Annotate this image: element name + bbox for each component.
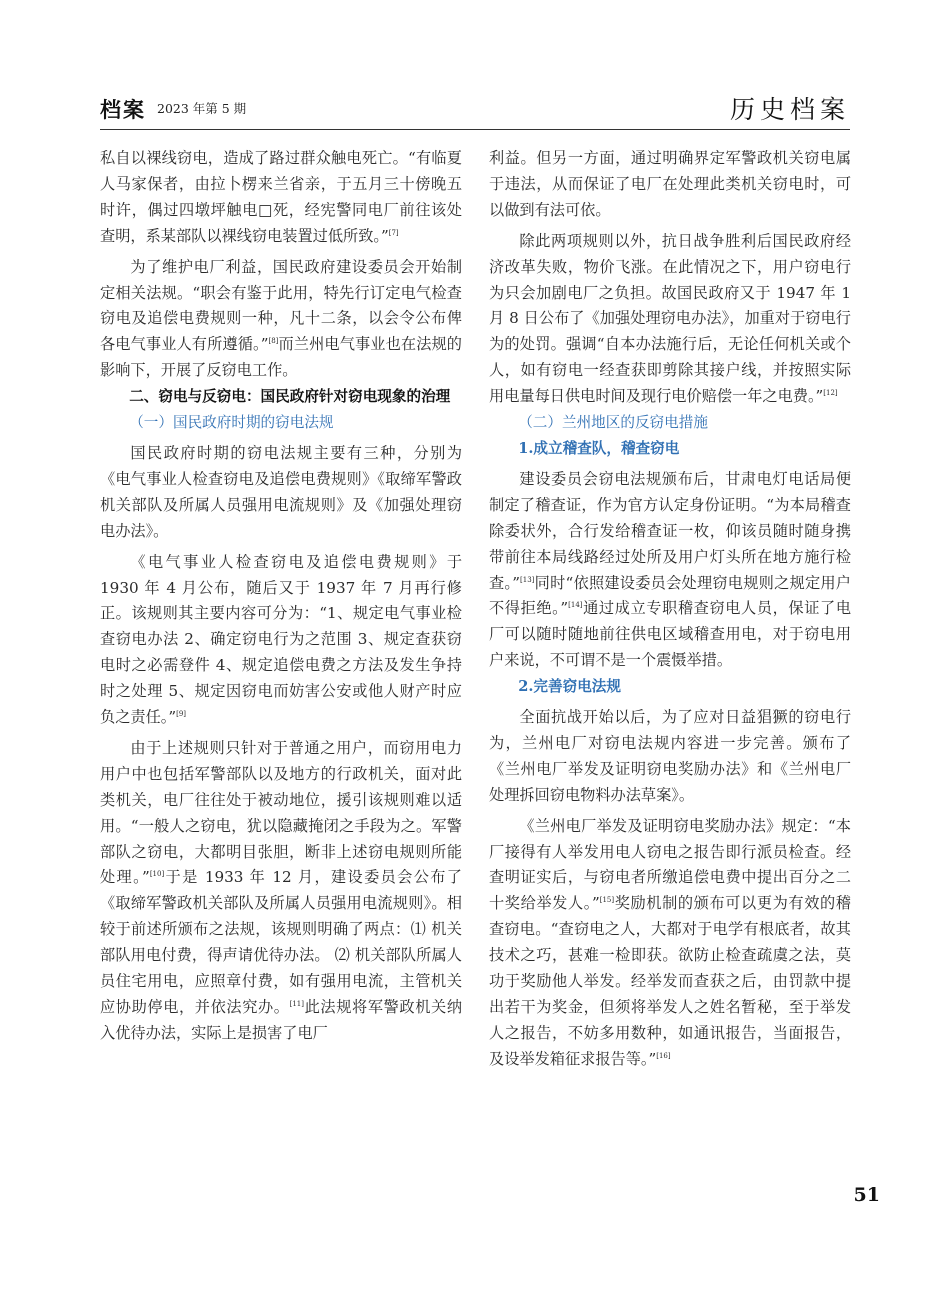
text-run: 由于上述规则只针对于普通之用户，而窃用电力用户中也包括军警部队以及地方的行政机关，面对此类机关，电厂往往处于被动地位，援引该规则难以适用。“一般人之窃电，犹以隐藏掩闭之手段为之。军警部队之窃电，大都明目张胆，断非上述窃电规则所能处理。” (100, 738, 462, 887)
citation-ref: [10] (149, 870, 165, 879)
citation-ref: [12] (823, 389, 838, 398)
paragraph (489, 229, 851, 410)
text-run: 《兰州电厂举发及证明窃电奖励办法》规定：“本厂接得有人举发用电人窃电之报告即行派员检查。经查明证实后，与窃电者所缴追偿电费中提出百分之二十奖给举发人。” (489, 816, 851, 913)
citation-ref: [15] (599, 896, 615, 905)
text-run: 同时“依照建设委员会处理窃电规则之规定用户不得拒绝。” (489, 573, 851, 618)
section-heading: 二、窃电与反窃电：国民政府针对窃电现象的治理 (129, 388, 451, 406)
header-divider (100, 129, 850, 130)
issue-label: 2023 年第 5 期 (157, 101, 247, 116)
citation-ref: [9] (176, 709, 187, 718)
page-header (100, 88, 850, 124)
paragraph (100, 736, 462, 1047)
right-column (489, 146, 851, 1073)
paragraph (489, 814, 851, 1073)
numbered-heading: 1.成立稽查队，稽查窃电 (518, 439, 680, 457)
text-run: 为了维护电厂利益，国民政府建设委员会开始制定相关法规。“职会有鉴于此用，特先行订定电气检查窃电及追偿电费规则一种，凡十二条，以会令公布俾各电气事业人有所遵循。” (100, 257, 462, 354)
citation-ref: [11] (289, 999, 304, 1008)
journal-logo: 档案 (100, 97, 146, 122)
text-run: 除此两项规则以外，抗日战争胜利后国民政府经济改革失败，物价飞涨。在此情况之下，用户窃电行为只会加剧电厂之负担。故国民政府又于 1947 年 1 月 8 日公布了《加强处理窃电办法》，加重对于窃电行为的处罚。强调“自本办法施行后，无论任何机关或个人，如有窃电一经查获即剪除其接户线，并按照实际用电量每日供电时间及现行电价赔偿一年之电费。” (489, 231, 851, 406)
subsection-heading: （二）兰州地区的反窃电措施 (518, 414, 708, 432)
citation-ref: [8] (268, 337, 279, 346)
citation-ref: [7] (388, 228, 399, 237)
text-run: 私自以裸线窃电，造成了路过群众触电死亡。“有临夏人马家保者，由拉卜楞来兰省亲，于五月三十傍晚五时许，偶过四墩坪触电□死，经宪警同电厂前往该处查明，系某部队以裸线窃电装置过低所致。” (100, 149, 462, 245)
subsection-heading: （一）国民政府时期的窃电法规 (129, 414, 334, 432)
paragraph (100, 550, 462, 731)
numbered-heading: 2.完善窃电法规 (518, 678, 621, 696)
citation-ref: [16] (656, 1051, 671, 1060)
text-run: 全面抗战开始以后，为了应对日益猖獗的窃电行为，兰州电厂对窃电法规内容进一步完善。颁布了《兰州电厂举发及证明窃电奖励办法》和《兰州电厂处理拆回窃电物料办法草案》。 (489, 708, 851, 804)
text-run: 利益。但另一方面，通过明确界定军警政机关窃电属于违法，从而保证了电厂在处理此类机关窃电时，可以做到有法可依。 (489, 149, 851, 219)
paragraph (489, 467, 851, 674)
left-column (100, 146, 462, 1047)
text-run: 于是 1933 年 12 月，建设委员会公布了《取缔军警政机关部队及所属人员强用电流规则》。相较于前述所颁布之法规，该规则明确了两点：⑴ 机关部队用电付费，得声请优待办法。 ⑵ 机关部队所属人员住宅用电，应照章付费，如有强用电流，主管机关应协助停电，并依法究办。 (100, 868, 462, 1016)
text-run: 通过成立专职稽查窃电人员，保证了电厂可以随时随地前往供电区域稽查用电，对于窃电用户来说，不可谓不是一个震慑举措。 (489, 599, 852, 670)
text-run: 奖励机制的颁布可以更为有效的稽查窃电。“查窃电之人，大都对于电学有根底者，故其技术之巧，甚难一检即获。欲防止检查疏虞之法，莫功于奖励他人举发。经举发而查获之后，由罚款中提出若干为奖金，但须将举发人之姓名暂秘，至于举发人之报告，不妨多用数种，如通讯报告，当面报告，及设举发箱征求报告等。” (489, 894, 851, 1068)
text-run: 建设委员会窃电法规颁布后，甘肃电灯电话局便制定了稽查证，作为官方认定身份证明。“为本局稽查除委状外，合行发给稽查证一枚，仰该员随时随身携带前往本局线路经过处所及用户灯头所在地方施行检查。” (489, 469, 851, 592)
citation-ref: [13] (520, 575, 535, 584)
text-run: 《电气事业人检查窃电及追偿电费规则》于 1930 年 4 月公布，随后又于 1937 年 7 月再行修正。该规则其主要内容可分为：“1、规定电气事业检查窃电办法 2、确定窃电行为之范围 3、规定查获窃电时之必需登件 4、规定追偿电费之方法及发生争持时之处理 5、规定因窃电而妨害公安或他人财产时应负之责任。” (100, 552, 462, 727)
paragraph (100, 255, 462, 385)
text-run: 而兰州电气事业也在法规的影响下，开展了反窃电工作。 (100, 335, 462, 380)
continued-paragraph (489, 146, 851, 224)
citation-ref: [14] (568, 601, 583, 610)
page-number: 51 (853, 1184, 880, 1206)
text-run: 国民政府时期的窃电法规主要有三种，分别为《电气事业人检查窃电及追偿电费规则》《取缔军警政机关部队及所属人员强用电流规则》及《加强处理窃电办法》。 (100, 443, 462, 540)
paragraph (100, 441, 462, 545)
text-run: 此法规将军警政机关纳入优待办法，实际上是损害了电厂 (100, 998, 463, 1042)
continued-paragraph (100, 146, 462, 250)
paragraph (489, 705, 851, 809)
section-title: 历史档案 (729, 95, 850, 124)
